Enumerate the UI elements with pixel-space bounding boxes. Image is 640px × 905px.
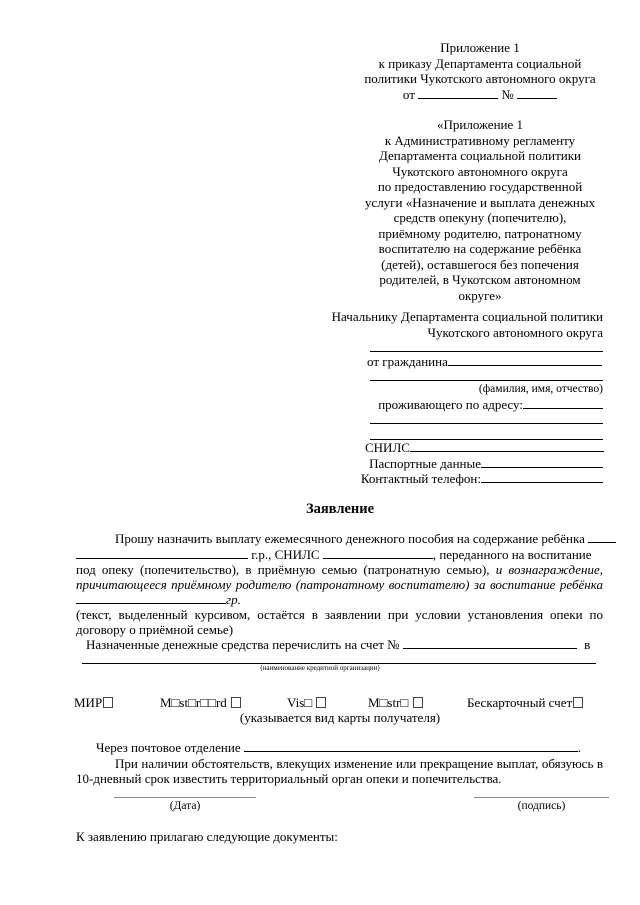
number-blank[interactable] bbox=[517, 87, 557, 99]
card-label: M□st□r□□rd bbox=[160, 695, 227, 710]
from-blank[interactable] bbox=[448, 354, 602, 366]
addressee-blank-line[interactable] bbox=[370, 351, 603, 352]
number-sign: № bbox=[501, 86, 514, 102]
child-name-blank-2[interactable] bbox=[76, 592, 226, 604]
card-hint: (указывается вид карты получателя) bbox=[239, 710, 441, 725]
address-label: проживающего по адресу: bbox=[378, 397, 523, 412]
regulation-line: округе» bbox=[458, 287, 502, 303]
body-p1-line4: причитающееся приёмному родителю (патронатному воспитателю) за воспитание ребёнка bbox=[76, 577, 603, 592]
passport-row bbox=[300, 456, 603, 472]
p1-line3-a: под опеку (попечительство), в приёмную семью (патронатную семью), bbox=[76, 562, 490, 577]
body-p1-line1 bbox=[115, 531, 610, 547]
regulation-line: по предоставлению государственной bbox=[377, 179, 583, 194]
document-title: Заявление bbox=[305, 501, 375, 517]
from-label: от гражданина bbox=[367, 354, 448, 369]
card-option-maestro[interactable] bbox=[368, 695, 423, 711]
date-prefix: от bbox=[402, 86, 415, 102]
phone-label: Контактный телефон: bbox=[360, 471, 481, 486]
snils-label: СНИЛС bbox=[365, 440, 410, 455]
child-name-blank[interactable] bbox=[588, 531, 616, 543]
from-citizen-row bbox=[367, 354, 607, 370]
passport-blank[interactable] bbox=[481, 456, 603, 468]
attachments-label: К заявлению прилагаю следующие документы: bbox=[76, 829, 338, 844]
card-option-no-card[interactable] bbox=[467, 695, 583, 711]
regulation-line: Департамента социальной политики bbox=[378, 148, 582, 163]
regulation-line: приёмному родителю, патронатному bbox=[378, 225, 582, 241]
card-label: M□str□ bbox=[368, 695, 409, 710]
p1-line1-text: Прошу назначить выплату ежемесячного денежного пособия на содержание ребёнка bbox=[115, 531, 585, 546]
checkbox-icon[interactable] bbox=[573, 697, 583, 708]
passport-label: Паспортные данные bbox=[369, 456, 481, 471]
regulation-line: к Административному регламенту bbox=[384, 132, 576, 148]
card-label: Vis□ bbox=[287, 695, 313, 710]
phone-row bbox=[300, 471, 603, 487]
p1-line3-b: и вознаграждение, bbox=[495, 562, 603, 577]
regulation-header bbox=[355, 117, 605, 303]
appendix-header bbox=[355, 40, 605, 102]
note-line2: договору о приёмной семье) bbox=[76, 622, 234, 637]
card-option-mir[interactable] bbox=[74, 695, 113, 711]
body-p1-line5 bbox=[76, 592, 376, 608]
address-blank-line-2[interactable] bbox=[370, 423, 603, 424]
appendix-line: Приложение 1 bbox=[440, 40, 520, 55]
p1-line2-b: , переданного на воспитание bbox=[432, 547, 592, 562]
body-p1-line3 bbox=[76, 562, 603, 578]
account-row bbox=[86, 637, 606, 653]
phone-blank[interactable] bbox=[481, 471, 603, 483]
regulation-line: воспитателю на содержание ребёнка bbox=[378, 241, 582, 256]
card-option-mastercard[interactable] bbox=[160, 695, 241, 711]
regulation-line: средств опекуну (попечителю), bbox=[393, 210, 567, 225]
fio-blank-line[interactable] bbox=[370, 380, 603, 381]
checkbox-icon[interactable] bbox=[413, 697, 423, 708]
address-row bbox=[300, 397, 603, 413]
child-birth-blank[interactable] bbox=[76, 547, 248, 559]
card-label: МИР bbox=[74, 695, 103, 710]
obligation-line1: При наличии обстоятельств, влекущих изменение или прекращение выплат, обязуюсь в bbox=[115, 756, 603, 771]
account-label: Назначенные денежные средства перечислить на счет № bbox=[86, 637, 400, 652]
p1-line5-text: гр. bbox=[226, 592, 241, 607]
post-office-blank[interactable] bbox=[244, 740, 578, 752]
p1-line2-a: г.р., СНИЛС bbox=[251, 547, 320, 562]
regulation-line: услуги «Назначение и выплата денежных bbox=[364, 194, 596, 210]
account-number-blank[interactable] bbox=[403, 637, 577, 649]
addressee-line: Чукотского автономного округа bbox=[427, 324, 603, 340]
card-option-visa[interactable] bbox=[287, 695, 326, 711]
regulation-line: «Приложение 1 bbox=[436, 117, 524, 132]
addressee-line: Начальнику Департамента социальной политики bbox=[331, 309, 603, 324]
obligation-line2: 10-дневный срок известить территориальный орган опеки и попечительства. bbox=[76, 771, 502, 786]
sign-label: (подпись) bbox=[517, 800, 566, 812]
regulation-line: Чукотского автономного округа bbox=[392, 163, 568, 179]
post-office-row: Через почтовое отделение . bbox=[96, 740, 582, 755]
body-p1-line2 bbox=[76, 547, 606, 563]
snils-row bbox=[365, 440, 605, 456]
checkbox-icon[interactable] bbox=[316, 697, 326, 708]
appendix-line: к приказу Департамента социальной bbox=[378, 55, 582, 71]
date-signature-line[interactable] bbox=[114, 797, 256, 798]
child-snils-blank[interactable] bbox=[323, 547, 433, 559]
account-in: в bbox=[584, 637, 591, 652]
card-label: Бескарточный счет bbox=[467, 695, 573, 710]
date-blank[interactable] bbox=[418, 87, 498, 99]
checkbox-icon[interactable] bbox=[231, 697, 241, 708]
fio-hint: (фамилия, имя, отчество) bbox=[478, 383, 603, 395]
bank-hint: (наименование кредитной организации) bbox=[260, 664, 380, 672]
addressee bbox=[300, 309, 603, 340]
date-label: (Дата) bbox=[169, 800, 201, 812]
snils-blank[interactable] bbox=[410, 440, 604, 452]
appendix-date-line bbox=[355, 87, 605, 103]
post-label: Через почтовое отделение bbox=[96, 740, 241, 755]
address-blank[interactable] bbox=[523, 397, 603, 409]
regulation-line: (детей), оставшегося без попечения bbox=[381, 256, 579, 272]
checkbox-icon[interactable] bbox=[103, 697, 113, 708]
note-line1: (текст, выделенный курсивом, остаётся в заявлении при условии установления опеки по bbox=[76, 607, 603, 622]
appendix-line: политики Чукотского автономного округа bbox=[364, 71, 596, 86]
regulation-line: родителей, в Чукотском автономном bbox=[379, 272, 581, 287]
sign-signature-line[interactable] bbox=[474, 797, 609, 798]
